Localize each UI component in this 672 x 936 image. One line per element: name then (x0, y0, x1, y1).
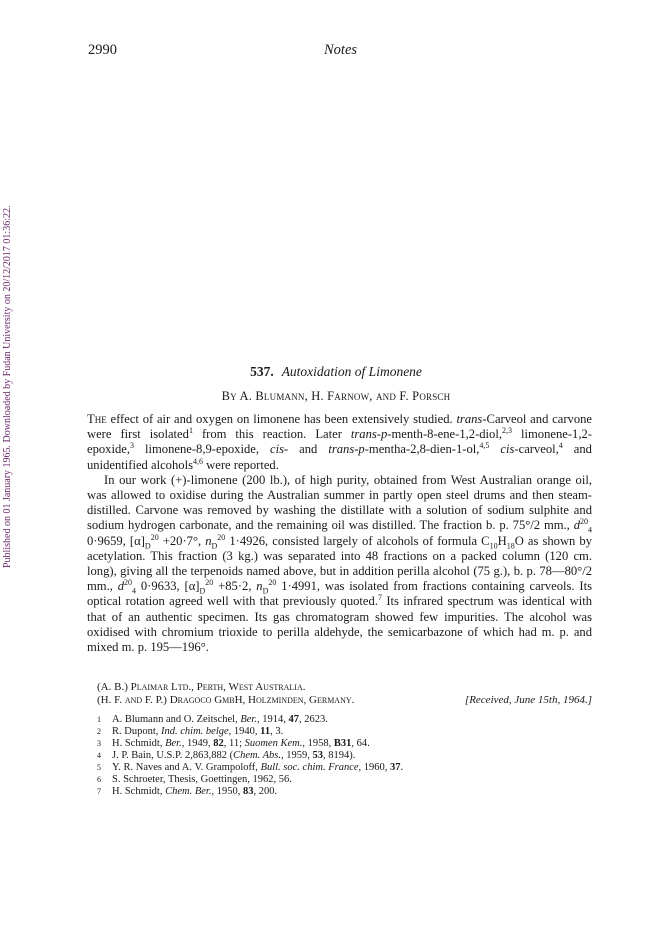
article-title (0, 364, 672, 380)
volume: 37 (390, 762, 401, 773)
address-2: (H. F. and F. P.) Dragoco GmbH, Holzminden, Germany. (97, 693, 355, 706)
superscript: 20 (580, 517, 588, 527)
volume: 11 (260, 726, 271, 737)
paragraph-1 (87, 412, 592, 473)
text-run: , 1940, (228, 726, 261, 737)
reference-text (112, 714, 328, 726)
text-run: -mentha-2,8-dien-1-ol, (364, 442, 480, 457)
text-run: , 200. (253, 786, 278, 797)
text-run: H. Schmidt, (112, 786, 166, 797)
subscript: 4 (588, 525, 592, 535)
text-run: cis (500, 442, 515, 457)
text-run: limonene-1,2-epoxide, (87, 427, 592, 457)
ref-mark: 4,6 (192, 456, 203, 466)
text-run: +20·7°, (158, 533, 206, 548)
text-run: trans-p (328, 442, 365, 457)
reference-item (97, 726, 592, 738)
text-run: - and (283, 442, 329, 457)
subscript: D (262, 586, 269, 596)
subscript: 10 (489, 541, 498, 551)
text-run: In our work (+)-limonene (200 lb.), of high purity, obtained from West Australian orange oil, was allowed to oxidise during the Australian summer in partly open steel drums and then steam-distilled. Carvone was removed by washing the distillate with a solution of sodium sulphite and sodium hydrogen carbonate, and the remaining oil was distilled. The fraction b. p. 75°/2 mm., (87, 472, 592, 533)
text-run: . (400, 762, 404, 773)
text-run: trans-p (350, 427, 388, 442)
reference-item (97, 714, 592, 726)
text-run: A. Blumann and O. Zeitschel, (112, 714, 241, 725)
ref-mark: 4,5 (479, 441, 490, 451)
text-run: 0·9659, [α] (87, 533, 145, 548)
superscript: 20 (268, 578, 277, 588)
text-run: d (573, 518, 580, 533)
lead-word: The (87, 412, 107, 426)
paragraph-2 (87, 473, 592, 655)
text-run: 1·4991, was isolated from fractions containing carveols. Its optical rotation agreed well with that previously quoted. (87, 579, 593, 609)
text-run: trans (456, 412, 483, 426)
reference-text (112, 774, 292, 786)
journal: Suomen Kem. (244, 738, 303, 749)
text-run: n (256, 579, 263, 594)
text-run: J. P. Bain, U.S.P. 2,863,882 ( (112, 750, 234, 761)
text-run: and unidentified alcohols (87, 442, 592, 472)
text-run: R. Dupont, (112, 726, 162, 737)
subscript: 18 (506, 541, 515, 551)
reference-item (97, 762, 592, 774)
superscript: 20 (217, 532, 226, 542)
text-run: 1·4926, consisted largely of alcohols of formula C (225, 533, 490, 548)
text-run: 0·9633, [α] (136, 579, 200, 594)
address-row (97, 681, 592, 694)
address-row (97, 694, 592, 707)
volume: 53 (312, 750, 324, 761)
ref-mark: 4 (558, 441, 563, 451)
text-run: , 1958, (302, 738, 334, 749)
reference-number: 7 (97, 787, 101, 796)
text-run: , 1949, (181, 738, 214, 749)
text-run: , 1950, (211, 786, 243, 797)
text-run (489, 442, 500, 456)
volume: 82 (213, 738, 224, 749)
superscript: 20 (150, 532, 159, 542)
text-run: O as shown by acetylation. This fraction (3 kg.) was separated into 48 fractions on a packed column (120 cm. long), giving all the terpenoids named above, but in addition perilla alcohol (75 g.), b. p. 78—80°/2 mm., (87, 533, 593, 594)
article-title-text: Autoxidation of Limonene (281, 364, 422, 379)
running-head: Notes (324, 42, 358, 58)
text-run: , 1960, (358, 762, 391, 773)
volume: B31 (333, 738, 352, 749)
text-run: , 3. (270, 726, 284, 737)
ref-mark: 1 (188, 426, 193, 436)
received-date: [Received, June 15th, 1964.] (464, 693, 592, 706)
text-run: n (205, 533, 212, 548)
volume: 83 (242, 786, 254, 797)
text-run: , 1959, (281, 750, 313, 761)
text-run: -menth-8-ene-1,2-diol, (387, 427, 502, 442)
address-1: (A. B.) Plaimar Ltd., Perth, West Australia. (97, 681, 306, 693)
reference-text (112, 738, 370, 750)
reference-number: 5 (97, 763, 101, 772)
text-run: Its infrared spectrum was identical with that of an authentic specimen. Its gas chromatogram showed few impurities. The alcohol was oxidised with chromium trioxide to perilla aldehyde, the semicarbazone of which had m. p. and mixed m. p. 195—196°. (87, 594, 592, 655)
superscript: 20 (205, 578, 214, 588)
reference-item (97, 738, 592, 750)
reference-item (97, 786, 592, 798)
text-run: , 11; (223, 738, 245, 749)
text-run: limonene-8,9-epoxide, (134, 442, 270, 457)
page-number: 2990 (88, 42, 117, 58)
text-run: S. Schroeter, Thesis, Goettingen, 1962, 56. (112, 774, 292, 785)
article-body (87, 412, 592, 655)
reference-number: 6 (97, 775, 101, 784)
article-number: 537. (250, 364, 274, 379)
text-run: +85·2, (213, 579, 257, 594)
volume: 47 (288, 714, 299, 725)
superscript: 20 (124, 578, 133, 588)
text-run: cis (269, 442, 284, 457)
journal: Chem. Ber. (165, 786, 212, 797)
text-run: -carveol, (514, 442, 559, 457)
reference-text (112, 750, 355, 762)
text-run: effect of air and oxygen on limonene has been extensively studied. (106, 412, 457, 426)
journal: Bull. soc. chim. France (260, 762, 359, 773)
subscript: 4 (132, 586, 137, 596)
reference-item (97, 750, 592, 762)
journal: Ber. (240, 714, 257, 725)
journal: Ber. (165, 738, 182, 749)
journal: Ind. chim. belge (161, 726, 229, 737)
text-run: , 64. (351, 738, 370, 749)
text-run: from this reaction. Later (192, 427, 351, 442)
reference-text (112, 762, 403, 774)
text-run: d (117, 579, 125, 594)
text-run: Y. R. Naves and A. V. Grampoloff, (112, 762, 261, 773)
ref-mark: 3 (130, 441, 135, 451)
author-addresses (97, 681, 592, 706)
reference-item (97, 774, 592, 786)
reference-number: 2 (97, 727, 101, 736)
journal: Chem. Abs. (233, 750, 282, 761)
reference-list (97, 714, 592, 798)
reference-number: 1 (97, 715, 101, 724)
subscript: D (199, 586, 206, 596)
text-run: H. Schmidt, (112, 738, 166, 749)
text-run: -Carveol and carvone were first isolated (87, 412, 593, 442)
text-run: , 8194). (323, 750, 356, 761)
ref-mark: 7 (377, 593, 382, 603)
text-run: , 1914, (256, 714, 289, 725)
text-run: , 2623. (298, 714, 328, 725)
text-run: H (497, 533, 507, 548)
reference-number: 3 (97, 739, 101, 748)
subscript: D (144, 541, 151, 551)
download-watermark: Published on 01 January 1965. Downloaded by Fudan University on 20/12/2017 01:36:22. (2, 205, 13, 568)
reference-number: 4 (97, 751, 101, 760)
author-line: By A. Blumann, H. Farnow, and F. Porsch (221, 389, 451, 403)
reference-text (112, 726, 283, 738)
reference-text (112, 786, 277, 798)
text-run: were reported. (202, 457, 279, 472)
ref-mark: 2,3 (502, 426, 512, 436)
subscript: D (211, 541, 218, 551)
